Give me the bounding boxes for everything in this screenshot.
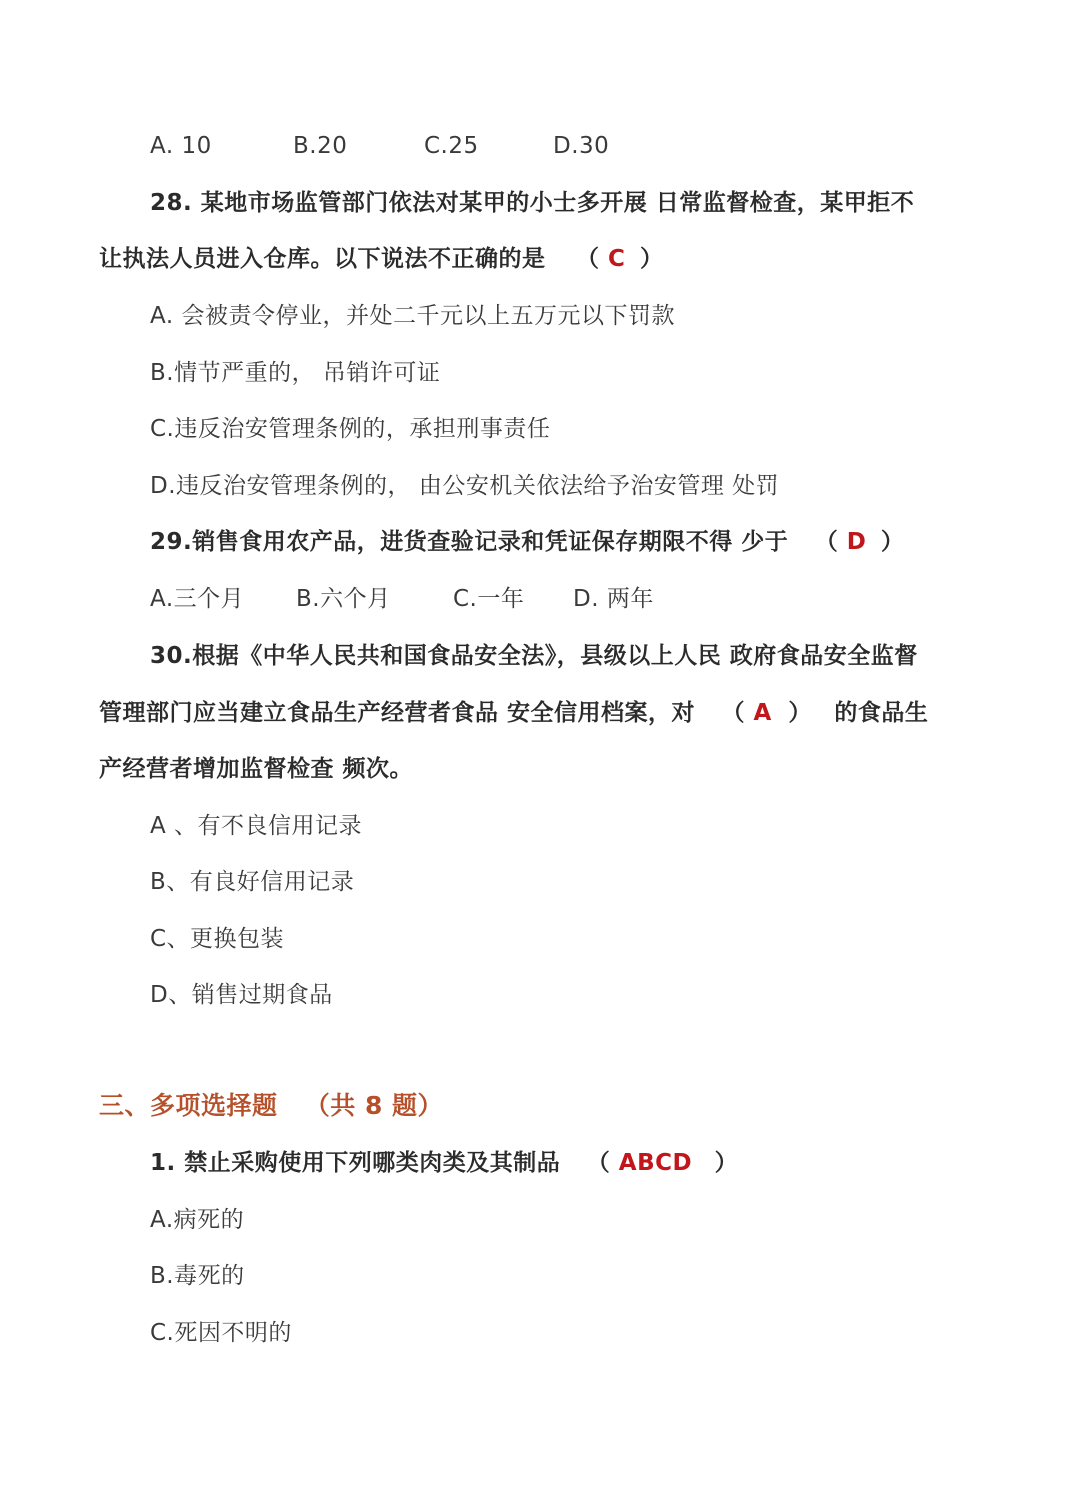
- m1-option-b: B.毒死的: [150, 1263, 245, 1289]
- q30-option-c: C、更换包装: [150, 926, 285, 952]
- m1-paren-open: （: [586, 1150, 611, 1176]
- q30-stem-text: 管理部门应当建立食品生产经营者食品 安全信用档案，对: [99, 700, 696, 726]
- section-heading: [99, 1091, 443, 1121]
- q28-stem-text: 让执法人员进入仓库。以下说法不正确的是: [99, 246, 546, 272]
- q29-paren-close: ）: [880, 529, 905, 555]
- q27-option-b: B.20: [293, 133, 348, 159]
- q27-option-c: C.25: [424, 133, 479, 159]
- q28-paren-close: ）: [639, 246, 664, 272]
- q30-option-d: D、销售过期食品: [150, 982, 333, 1008]
- q30-stem-line1: 30.根据《中华人民共和国食品安全法》，县级以上人民 政府食品安全监督: [150, 643, 918, 669]
- q28-stem-line2: [99, 244, 663, 274]
- q29-option-c: C.一年: [453, 586, 525, 612]
- q28-option-a: A. 会被责令停业，并处二千元以上五万元以下罚款: [150, 303, 675, 329]
- q30-paren-close: ）: [788, 700, 812, 726]
- q29-option-d: D. 两年: [573, 586, 654, 612]
- m1-answer: ABCD: [618, 1150, 693, 1176]
- q29-option-a: A.三个月: [150, 586, 245, 612]
- q28-option-d: D.违反治安管理条例的， 由公安机关依法给予治安管理 处罚: [150, 473, 780, 499]
- m1-paren-close: ）: [714, 1150, 739, 1176]
- q29-paren-open: （: [814, 529, 839, 555]
- q27-option-a: A. 10: [150, 133, 212, 159]
- q29-stem-text: 29.销售食用农产品，进货查验记录和凭证保存期限不得 少于: [150, 529, 789, 555]
- section-count: （共 8 题）: [304, 1091, 444, 1120]
- m1-option-c: C.死因不明的: [150, 1320, 292, 1346]
- m1-stem: [150, 1148, 738, 1178]
- m1-stem-text: 1. 禁止采购使用下列哪类肉类及其制品: [150, 1150, 561, 1176]
- q28-paren-open: （: [576, 246, 600, 272]
- q28-option-c: C.违反治安管理条例的，承担刑事责任: [150, 416, 551, 442]
- q30-paren-open: （: [721, 700, 746, 726]
- q28-answer: C: [608, 246, 626, 272]
- q30-option-b: B、有良好信用记录: [150, 869, 355, 895]
- section-title: 三、多项选择题: [99, 1091, 278, 1120]
- q28-stem-line1: 28. 某地市场监管部门依法对某甲的小士多开展 日常监督检查，某甲拒不: [150, 190, 915, 216]
- q30-stem-text-post: 的食品生: [834, 700, 929, 726]
- q30-option-a: A 、有不良信用记录: [150, 813, 363, 839]
- q29-stem: [150, 527, 904, 557]
- q30-answer: A: [753, 700, 772, 726]
- q28-option-b: B.情节严重的， 吊销许可证: [150, 360, 441, 386]
- q30-stem-line2: [99, 698, 928, 728]
- q30-stem-line3: 产经营者增加监督检查 频次。: [99, 756, 414, 782]
- m1-option-a: A.病死的: [150, 1207, 245, 1233]
- q27-option-d: D.30: [553, 133, 610, 159]
- q29-option-b: B.六个月: [296, 586, 391, 612]
- q29-answer: D: [846, 529, 867, 555]
